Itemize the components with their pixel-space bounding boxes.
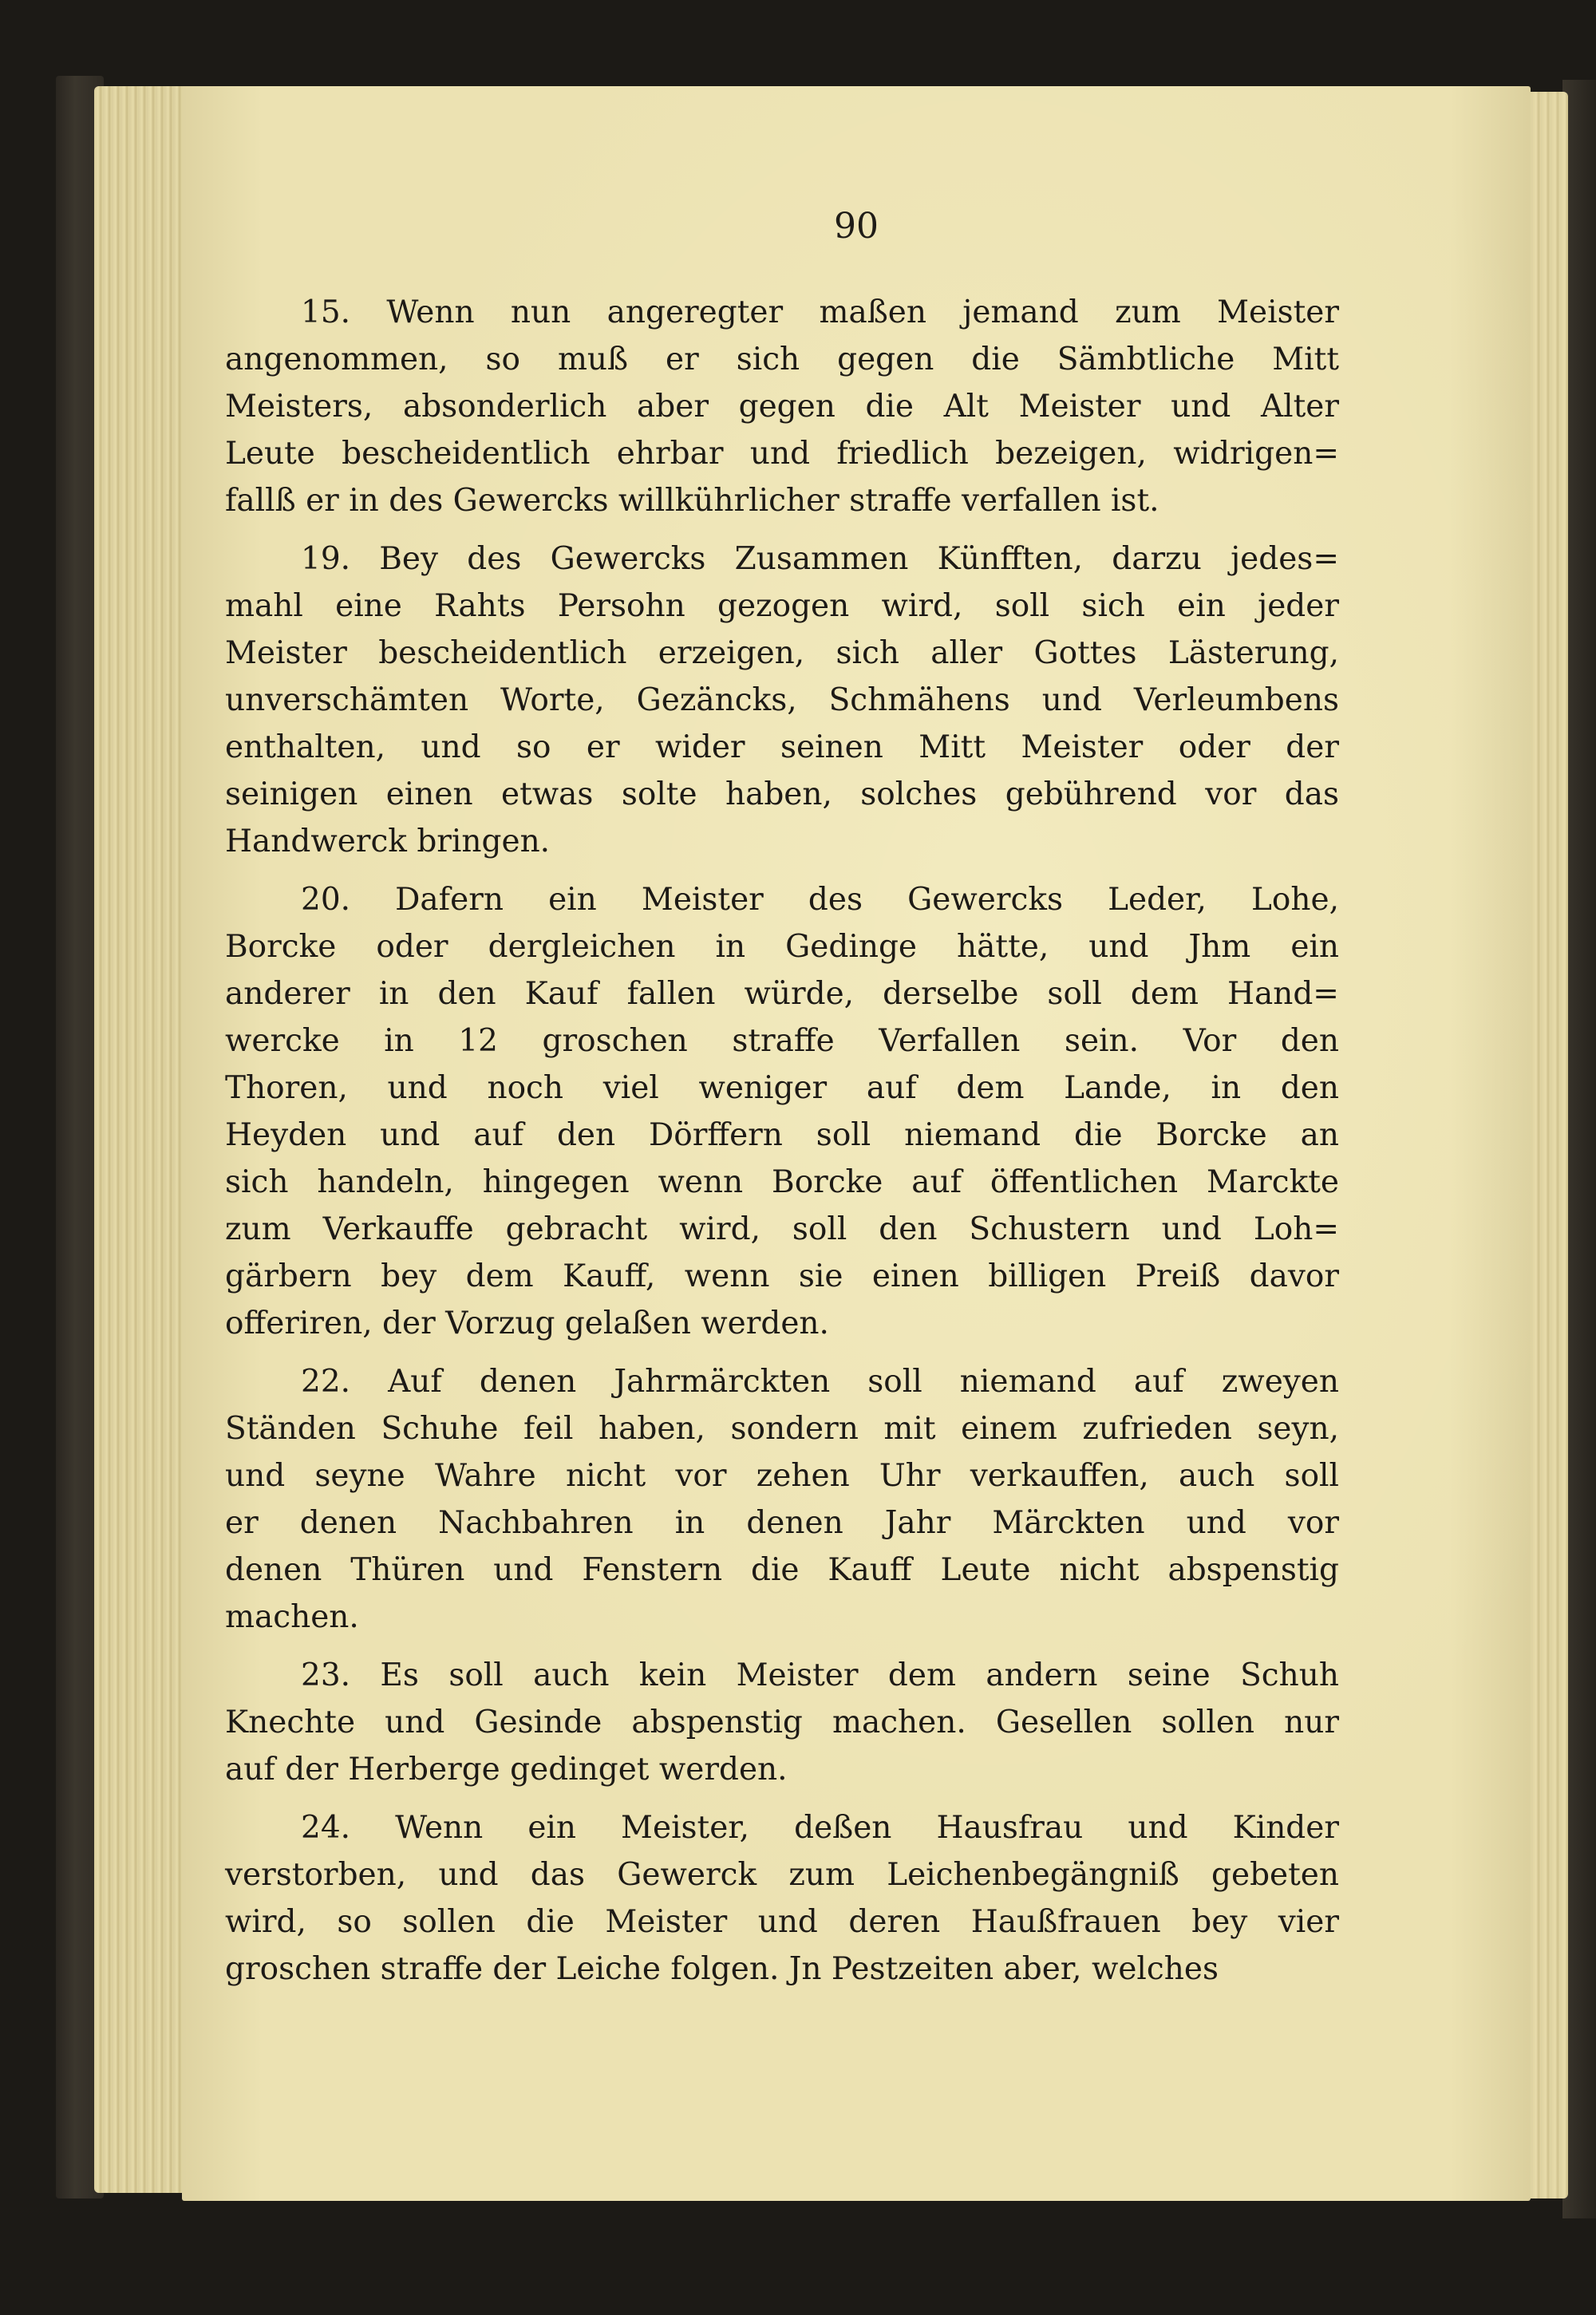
text-line: sich handeln, hingegen wenn Borcke auf öffentlichen Marckte: [225, 1164, 1339, 1200]
text-line: mahl eine Rahts Persohn gezogen wird, soll sich ein jeder: [225, 588, 1339, 624]
text-line: zum Verkauffe gebracht wird, soll den Schustern und Loh=: [225, 1211, 1339, 1247]
text-line: 24. Wenn ein Meister, deßen Hausfrau und Kinder: [301, 1810, 1339, 1846]
paragraph: [225, 289, 1339, 524]
paragraph: [225, 1804, 1339, 1993]
text-line: Thoren, und noch viel weniger auf dem Lande, in den: [225, 1070, 1339, 1106]
paragraph: [225, 535, 1339, 865]
text-line: er denen Nachbahren in denen Jahr Märckten und vor: [225, 1505, 1339, 1541]
paragraph: [225, 876, 1339, 1347]
text-line: offeriren, der Vorzug gelaßen werden.: [225, 1306, 829, 1341]
page-stack-left: [94, 86, 190, 2193]
text-line: Ständen Schuhe feil haben, sondern mit einem zufrieden seyn,: [225, 1411, 1339, 1447]
text-line: enthalten, und so er wider seinen Mitt Meister oder der: [225, 729, 1339, 765]
text-line: Heyden und auf den Dörffern soll niemand die Borcke an: [225, 1117, 1339, 1153]
text-line: groschen straffe der Leiche folgen. Jn Pestzeiten aber, welches: [225, 1951, 1219, 1987]
text-line: machen.: [225, 1599, 359, 1635]
text-line: 20. Dafern ein Meister des Gewercks Leder, Lohe,: [301, 882, 1339, 918]
text-line: seinigen einen etwas solte haben, solches gebührend vor das: [225, 776, 1339, 812]
text-line: anderer in den Kauf fallen würde, derselbe soll dem Hand=: [225, 976, 1339, 1012]
text-line: angenommen, so muß er sich gegen die Sämbtliche Mitt: [225, 342, 1339, 377]
text-line: 23. Es soll auch kein Meister dem andern seine Schuh: [301, 1657, 1339, 1693]
paragraph: [225, 1358, 1339, 1641]
text-line: Borcke oder dergleichen in Gedinge hätte, und Jhm ein: [225, 929, 1339, 965]
text-line: Meister bescheidentlich erzeigen, sich aller Gottes Lästerung,: [225, 635, 1339, 671]
text-line: Meisters, absonderlich aber gegen die Alt Meister und Alter: [225, 389, 1339, 425]
text-line: wercke in 12 groschen straffe Verfallen sein. Vor den: [225, 1023, 1339, 1059]
page-body-text: [225, 289, 1339, 2004]
text-line: fallß er in des Gewercks willkührlicher straffe verfallen ist.: [225, 483, 1159, 519]
text-line: 15. Wenn nun angeregter maßen jemand zum Meister: [301, 294, 1339, 330]
text-line: denen Thüren und Fenstern die Kauff Leute nicht abspenstig: [225, 1552, 1339, 1588]
text-line: und seyne Wahre nicht vor zehen Uhr verkauffen, auch soll: [225, 1458, 1339, 1494]
page-number: 90: [834, 206, 879, 247]
text-line: wird, so sollen die Meister und deren Haußfrauen bey vier: [225, 1904, 1339, 1940]
text-line: Leute bescheidentlich ehrbar und friedlich bezeigen, widrigen=: [225, 436, 1339, 472]
text-line: 19. Bey des Gewercks Zusammen Künfften, darzu jedes=: [301, 541, 1339, 577]
text-line: unverschämten Worte, Gezäncks, Schmähens und Verleumbens: [225, 682, 1339, 718]
text-line: verstorben, und das Gewerck zum Leichenbegängniß gebeten: [225, 1857, 1339, 1893]
text-line: gärbern bey dem Kauff, wenn sie einen billigen Preiß davor: [225, 1258, 1339, 1294]
text-line: auf der Herberge gedinget werden.: [225, 1752, 788, 1788]
paragraph: [225, 1652, 1339, 1793]
text-line: Knechte und Gesinde abspenstig machen. Gesellen sollen nur: [225, 1705, 1339, 1740]
text-line: Handwerck bringen.: [225, 824, 551, 859]
text-line: 22. Auf denen Jahrmärckten soll niemand auf zweyen: [301, 1364, 1339, 1400]
